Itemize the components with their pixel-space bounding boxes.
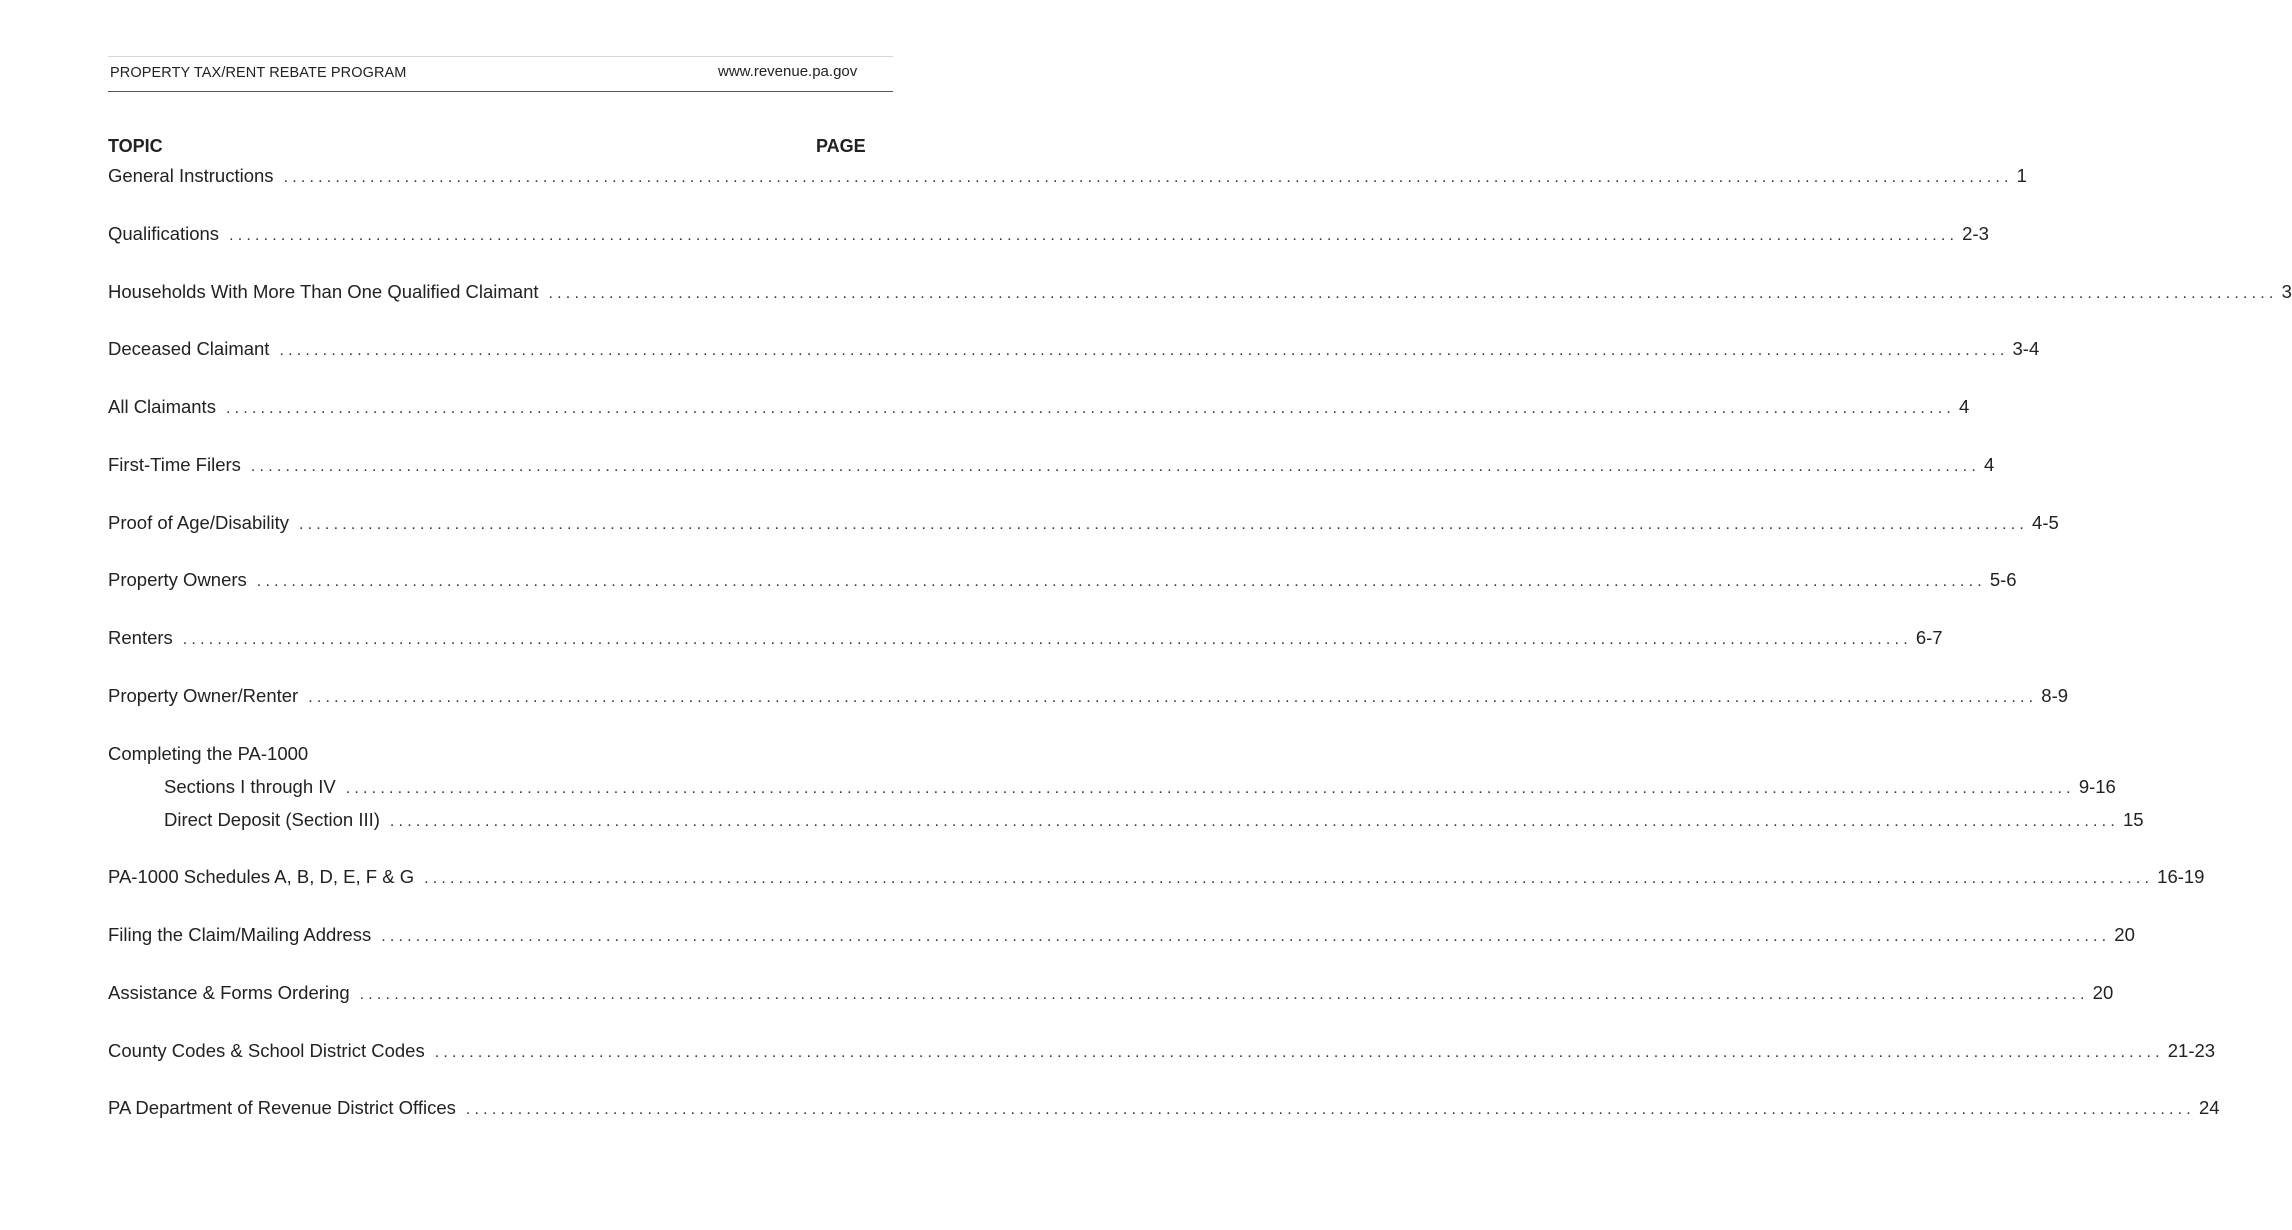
toc-entry-filing-the-claim [108, 924, 2135, 948]
leader-dots: ........................................................................................................................................................................................................ [359, 986, 2089, 1003]
toc-entry-label: Filing the Claim/Mailing Address [108, 924, 372, 945]
toc-entry-page: 21-23 [2167, 1040, 2216, 1061]
toc-entry-property-owners [108, 569, 2017, 593]
toc-entry-label: County Codes & School District Codes [108, 1040, 425, 1061]
toc-group-completing-pa-1000 [108, 743, 318, 767]
website-url: www.revenue.pa.gov [718, 63, 858, 80]
toc-entry-general-instructions [108, 165, 2027, 189]
toc-entry-assistance [108, 982, 2114, 1006]
page-header [108, 56, 893, 92]
toc-entry-first-time-filers [108, 454, 1995, 478]
toc-entry-label: Property Owner/Renter [108, 685, 299, 706]
toc-entry-page: 2-3 [1962, 223, 1989, 244]
toc-entry-property-owner-renter [108, 685, 2069, 709]
toc-entry-page: 6-7 [1915, 627, 1943, 648]
leader-dots: ........................................................................................................................................................................................................ [225, 400, 1956, 417]
toc-entry-page: 9-16 [2078, 776, 2116, 797]
toc-subentry-direct-deposit [164, 809, 2144, 833]
toc-entry-label: Renters [108, 627, 173, 648]
toc-entry-page: 1 [2016, 165, 2027, 186]
toc-entry-label: Proof of Age/Disability [108, 512, 289, 533]
toc-entry-page: 3-4 [2012, 338, 2040, 359]
leader-dots: ........................................................................................................................................................................................................ [308, 689, 2038, 706]
leader-dots: ........................................................................................................................................................................................................ [283, 169, 2013, 186]
toc-entry-all-claimants [108, 396, 1970, 420]
leader-dots: ........................................................................................................................................................................................................ [381, 928, 2111, 945]
toc-entry-page: 4 [1959, 396, 1970, 417]
toc-entry-page: 20 [2114, 924, 2135, 945]
toc-entry-page: 24 [2198, 1097, 2220, 1118]
leader-dots: ........................................................................................................................................................................................................ [229, 227, 1959, 244]
toc-entry-label: First-Time Filers [108, 454, 241, 475]
leader-dots: ........................................................................................................................................................................................................ [182, 631, 1912, 648]
toc-entry-page: 20 [2092, 982, 2114, 1003]
leader-dots: ........................................................................................................................................................................................................ [465, 1101, 2195, 1118]
toc-entry-label: Sections I through IV [164, 776, 336, 797]
toc-entry-label: Deceased Claimant [108, 338, 270, 359]
toc-entry-label: General Instructions [108, 165, 274, 186]
toc-group-label: Completing the PA-1000 [108, 743, 309, 764]
toc-entry-page: 16-19 [2157, 866, 2205, 887]
toc-entry-label: PA Department of Revenue District Offices [108, 1097, 456, 1118]
topic-column-heading: TOPIC [108, 136, 163, 156]
leader-dots: ........................................................................................................................................................................................................ [345, 780, 2075, 797]
leader-dots: ........................................................................................................................................................................................................ [250, 458, 1980, 475]
toc-entry-page: 3 [2281, 281, 2292, 302]
toc-entry-label: Qualifications [108, 223, 220, 244]
toc-subentry-sections [164, 776, 2116, 800]
leader-dots: ........................................................................................................................................................................................................ [434, 1044, 2164, 1061]
leader-dots: ........................................................................................................................................................................................................ [256, 573, 1986, 590]
leader-dots: ........................................................................................................................................................................................................ [424, 870, 2154, 887]
leader-dots: ........................................................................................................................................................................................................ [298, 516, 2029, 533]
toc-entry-label: Direct Deposit (Section III) [164, 809, 380, 830]
toc-entry-households [108, 281, 2292, 305]
toc-entry-renters [108, 627, 1943, 651]
leader-dots: ........................................................................................................................................................................................................ [279, 342, 2009, 359]
toc-entry-county-codes [108, 1040, 2216, 1064]
toc-entry-district-offices [108, 1097, 2220, 1121]
page-column-heading: PAGE [816, 136, 866, 156]
toc-entry-page: 5-6 [1989, 569, 2017, 590]
toc-entry-label: PA-1000 Schedules A, B, D, E, F & G [108, 866, 415, 887]
toc-entry-page: 8-9 [2041, 685, 2069, 706]
toc-entry-label: Assistance & Forms Ordering [108, 982, 350, 1003]
program-title: PROPERTY TAX/RENT REBATE PROGRAM [110, 65, 407, 81]
toc-entry-label: All Claimants [108, 396, 216, 417]
toc-entry-page: 15 [2122, 809, 2144, 830]
toc-entry-page: 4-5 [2032, 512, 2059, 533]
toc-entry-qualifications [108, 223, 1989, 247]
toc-entry-label: Households With More Than One Qualified Claimant [108, 281, 539, 302]
toc-entry-label: Property Owners [108, 569, 247, 590]
toc-entry-proof-of-age [108, 512, 2059, 536]
leader-dots: ........................................................................................................................................................................................................ [389, 813, 2119, 830]
toc-entry-page: 4 [1983, 454, 1995, 475]
toc-entry-deceased-claimant [108, 338, 2040, 362]
leader-dots: ........................................................................................................................................................................................................ [548, 285, 2278, 302]
toc-entry-schedules [108, 866, 2205, 890]
